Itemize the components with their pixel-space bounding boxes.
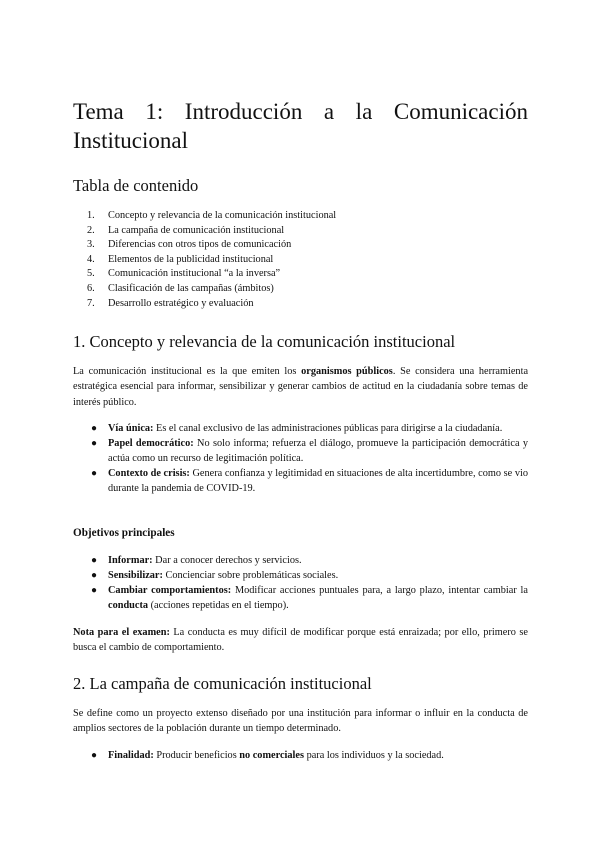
toc-item[interactable]: 5. Comunicación institucional “a la inversa” <box>87 268 281 280</box>
bullet-icon: ● <box>91 438 98 450</box>
toc-item[interactable]: 6. Clasificación de las campañas (ámbitos) <box>87 282 274 294</box>
bullet-icon: ● <box>91 570 98 582</box>
bullet-icon: ● <box>91 555 98 566</box>
list-item: ● Vía única: Es el canal exclusivo de las administraciones públicas para dirigirse a la ciudadanía. <box>91 421 528 436</box>
document-title <box>73 97 528 155</box>
exam-note: Nota para el examen: La conducta es muy difícil de modificar porque está enraizada; por ello, primero se busca el cambio de comportamiento. <box>73 627 528 654</box>
toc-item[interactable]: 7. Desarrollo estratégico y evaluación <box>87 297 254 309</box>
section-2-intro: Se define como un proyecto extenso diseñado por una institución para informar o influir en la conducta de amplios sectores de la población durante un tiempo determinado. <box>73 708 528 735</box>
objectives-list <box>91 553 528 613</box>
section-1-bullets <box>91 421 528 496</box>
bullet-icon: ● <box>91 468 98 480</box>
list-item: ● Sensibilizar: Concienciar sobre problemáticas sociales. <box>91 568 528 583</box>
toc-item[interactable]: 1. Concepto y relevancia de la comunicación institucional <box>87 210 337 221</box>
toc-item[interactable]: 2. La campaña de comunicación institucional <box>87 224 285 236</box>
list-item: ● Informar: Dar a conocer derechos y servicios. <box>91 553 528 568</box>
list-item: ● Contexto de crisis: Genera confianza y legitimidad en situaciones de alta incertidumbre, como se vio durante la pandemia de COVID-19. <box>91 468 529 495</box>
bullet-icon: ● <box>91 750 98 761</box>
bullet-icon: ● <box>91 585 98 597</box>
list-item: ● Cambiar comportamientos: Modificar acciones puntuales para, a largo plazo, intentar cambiar la conducta (acciones repetidas en el tiempo). <box>91 585 528 612</box>
section-2-heading: 2. La campaña de comunicación institucional <box>73 674 372 693</box>
toc-item[interactable]: 4. Elementos de la publicidad institucional <box>87 253 274 265</box>
toc-heading: Tabla de contenido <box>73 176 199 195</box>
section-1-heading: 1. Concepto y relevancia de la comunicación institucional <box>73 332 456 351</box>
toc-item[interactable]: 3. Diferencias con otros tipos de comunicación <box>87 239 292 251</box>
section-2-bullets <box>91 748 528 763</box>
list-item: ● Papel democrático: No solo informa; refuerza el diálogo, promueve la participación democrática y actúa como un recurso de legitimación política. <box>91 438 529 465</box>
title-line-1: Tema 1: Introducción a la Comunicación <box>73 99 528 124</box>
section-1-intro: La comunicación institucional es la que emiten los organismos públicos. Se considera una herramienta estratégica esencial para informar, sensibilizar y generar cambios de actitud en la ciudadanía sobre temas de interés público. <box>73 366 529 408</box>
title-line-2: Institucional <box>73 128 188 153</box>
bullet-icon: ● <box>91 423 98 434</box>
table-of-contents <box>87 209 336 311</box>
objectives-heading: Objetivos principales <box>73 527 175 539</box>
list-item: ● Finalidad: Producir beneficios no comerciales para los individuos y la sociedad. <box>91 748 528 763</box>
